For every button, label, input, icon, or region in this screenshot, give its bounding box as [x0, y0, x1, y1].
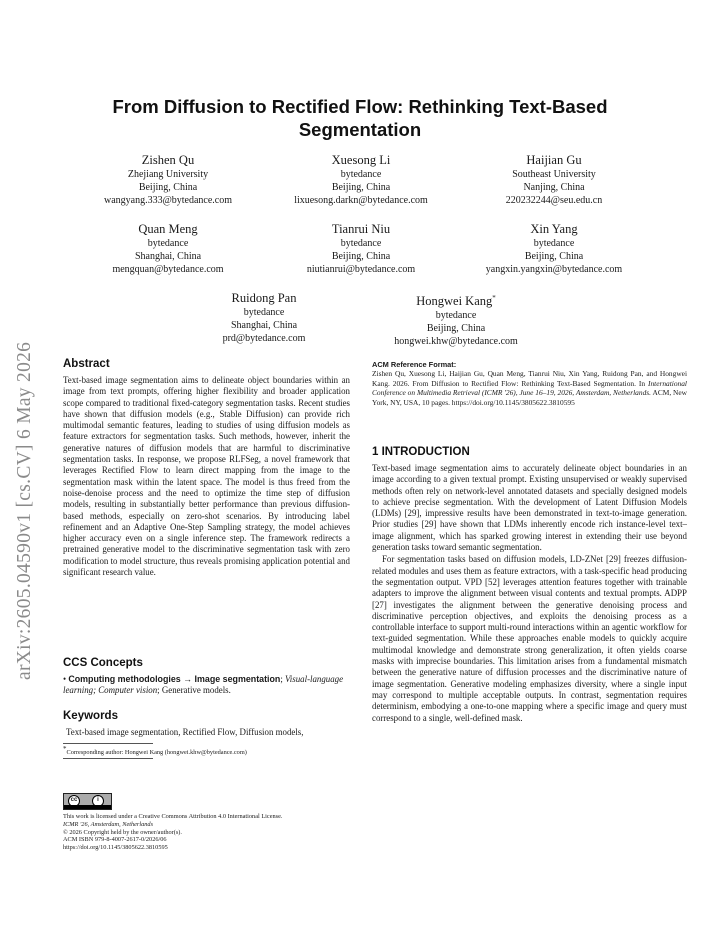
author-block [486, 222, 622, 276]
abstract-text: Text-based image segmentation aims to delineate object boundaries within an image from text prompts, offering higher flexibility and broader application scope compared to traditional fixed-category segmentation tasks. Recent studies have shown that diffusion models (e.g., Stable Diffusion) can provide rich multimodal semantic features, leading to studies of using diffusion models as feature extractors for segmentation tasks. Such methods, however, inherit the generative natures of diffusion models that are harmful to discriminative segmentation tasks. In response, we propose RLFSeg, a novel framework that leverages Rectified Flow to learn direct mapping from the image to the segmentation mask within the latent space. The model is thus freed from the noise-denoise process and the need to optimize the time step of diffusion models, resulting in substantially better performance than previous diffusion-based methods, especially on zero-shot scenarios. By introducing label refinement and an Adaptive One-Step Sampling strategy, the model achieves higher accuracy even on a single inference step. The framework redirects a pretrained generative model to the discriminative segmentation task with zero modification to model structure, thus reveals promising application potential and significant research value. [63, 375, 350, 578]
paper-title: From Diffusion to Rectified Flow: Rethinking Text-Based Segmentation [112, 96, 608, 140]
author-location: Beijing, China [331, 251, 391, 262]
author-block [223, 291, 306, 345]
author-email: yangxin.yangxin@bytedance.com [485, 264, 623, 275]
author-location: Beijing, China [138, 182, 198, 193]
attribution-icon: i [92, 795, 104, 807]
acm-reference-section [372, 360, 687, 407]
intro-paragraph: Text-based image segmentation aims to accurately delineate object boundaries in an image according to a given textual prompt. Existing unsupervised or weakly supervised methods often rely on network-level annotated datasets and specially designed models to achieve precise segmentation. With the development of Latent Diffusion Models (LDMs) [29], impressive results have been demonstrated in text-to-image generation. Prior studies [29] have shown that LDMs inherently encode rich instance-level text–image alignment, which has sparked growing interest in extending their use beyond generation tasks toward semantic segmentation. [372, 463, 687, 553]
keywords-text: Text-based image segmentation, Rectified Flow, Diffusion models, [66, 727, 304, 737]
author-email: prd@bytedance.com [222, 333, 306, 344]
keywords-heading: Keywords [63, 710, 118, 722]
author-email: lixuesong.darkn@bytedance.com [294, 195, 428, 206]
keywords-section [63, 709, 350, 738]
acm-reference-heading: ACM Reference Format: [372, 360, 457, 369]
author-email: niutianrui@bytedance.com [306, 264, 416, 275]
introduction-section [372, 445, 687, 724]
author-name: Xuesong Li [331, 153, 391, 167]
license-doi: https://doi.org/10.1145/3805622.3810595 [63, 844, 168, 852]
author-name: Zishen Qu [141, 153, 195, 167]
author-affiliation: bytedance [340, 238, 382, 249]
author-name: Hongwei Kang* [416, 294, 496, 309]
author-email: 220232244@seu.edu.cn [505, 195, 603, 206]
license-text: This work is licensed under a Creative Commons Attribution 4.0 International License. [63, 813, 283, 820]
acm-reference-text: Zishen Qu, Xuesong Li, Haijian Gu, Quan Meng, Tianrui Niu, Xin Yang, Ruidong Pan, and Hongwei Kang. 2026. From Diffusion to Rectified Flow: Rethinking Text-Based Segmentation. In International Conference on Multimedia Retrieval (ICMR '26), June 16–19, 2026, Amsterdam, Netherlands. ACM, New York, NY, USA, 10 pages. https://doi.org/10.1145/3805622.3810595 [372, 369, 688, 407]
author-email: hongwei.khw@bytedance.com [394, 336, 518, 348]
corresponding-mark: * [492, 294, 496, 302]
author-block [307, 222, 415, 276]
author-affiliation: bytedance [243, 307, 285, 318]
ccs-heading: CCS Concepts [63, 657, 143, 669]
footnote-rule [63, 743, 153, 744]
author-block [112, 222, 223, 276]
introduction-heading: 1 INTRODUCTION [372, 446, 470, 458]
intro-paragraph: For segmentation tasks based on diffusion models, LD-ZNet [29] freezes diffusion-related modules and uses them as feature extractors, with a task-specific head producing the segmentation output. VPD [52] leverages attention features together with trainable adapters to improve the alignment between visual contents and textual prompts. ADPP [27] investigates the alignment between the generative denoising process and discriminative perception objectives, and exploits the denoising process as a controllable interface to support multi-round interactions within an agentic workflow for text-guided segmentation. While these approaches enable models to quickly acquire multimodal knowledge and demonstrate strong generalization, it often yields coarse masks with imprecise boundaries. This limitation arises from a fundamental mismatch between the generative nature of diffusion processes and the discriminative nature of image segmentation. Generative modeling emphasizes diversity, where a single input may correspond to multiple acceptable outputs. In contrast, segmentation requires determinism, embodying a one-to-one mapping where a specific image and query must correspond to a single, well-defined mask. [372, 554, 687, 723]
author-email: wangyang.333@bytedance.com [103, 195, 233, 206]
abstract-section [63, 357, 350, 578]
author-name: Quan Meng [138, 222, 198, 236]
author-affiliation: Southeast University [512, 169, 596, 180]
creative-commons-badge [63, 793, 112, 810]
license-block [63, 813, 363, 852]
arxiv-stamp: arXiv:2605.04590v1 [cs.CV] 6 May 2026 [14, 341, 35, 680]
ccs-section [63, 656, 350, 697]
footnote: *Corresponding author: Hongwei Kang (hongwei.khw@bytedance.com) [63, 745, 247, 757]
author-name: Xin Yang [530, 222, 578, 236]
author-location: Beijing, China [331, 182, 391, 193]
author-affiliation: bytedance [533, 238, 575, 249]
author-location: Beijing, China [524, 251, 584, 262]
author-location: Beijing, China [426, 323, 486, 335]
author-location: Nanjing, China [523, 182, 585, 193]
author-block [294, 153, 428, 207]
license-rule [63, 758, 153, 759]
author-affiliation: Zhejiang University [127, 169, 209, 180]
author-affiliation: bytedance [147, 238, 189, 249]
author-affiliation: bytedance [340, 169, 382, 180]
abstract-heading: Abstract [63, 358, 110, 370]
license-isbn: ACM ISBN 979-8-4007-2617-0/2026/06 [63, 836, 167, 844]
license-venue: ICMR '26, Amsterdam, Netherlands [63, 820, 154, 828]
ccs-concepts: • Computing methodologies → Image segmentation; Visual-language learning; Computer vision; Generative models. [63, 674, 344, 696]
author-block [506, 153, 602, 207]
author-name: Haijian Gu [526, 153, 582, 167]
author-name: Ruidong Pan [231, 291, 297, 305]
author-email: mengquan@bytedance.com [112, 264, 224, 275]
author-affiliation: bytedance [435, 310, 477, 322]
author-name: Tianrui Niu [331, 222, 391, 236]
cc-icon: cc [68, 795, 80, 807]
license-copyright: © 2026 Copyright held by the owner/author(s). [63, 828, 182, 836]
author-location: Shanghai, China [230, 320, 298, 331]
author-block [104, 153, 232, 207]
author-location: Shanghai, China [134, 251, 202, 262]
cc-strip [64, 805, 111, 809]
author-block [394, 291, 518, 348]
